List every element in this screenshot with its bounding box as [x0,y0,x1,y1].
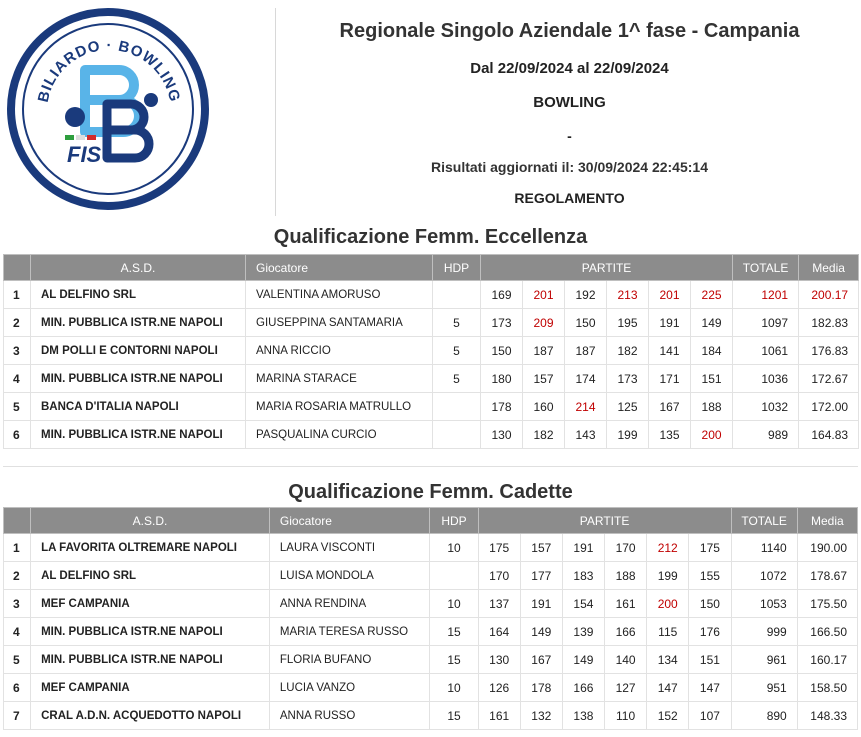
hdp-cell: 5 [433,365,481,393]
total-cell: 1036 [733,365,799,393]
total-cell: 999 [731,618,797,646]
game-score-cell: 191 [520,590,562,618]
table-row [4,562,858,590]
col-games: PARTITE [478,508,731,534]
player-cell: FLORIA BUFANO [269,646,430,674]
game-score-cell: 110 [605,702,647,730]
club-cell: MIN. PUBBLICA ISTR.NE NAPOLI [31,365,246,393]
total-cell: 1053 [731,590,797,618]
average-cell: 166.50 [797,618,857,646]
position-cell: 7 [4,702,31,730]
game-score-cell: 149 [520,618,562,646]
game-score-cell: 175 [478,534,520,562]
game-score-cell: 214 [565,393,607,421]
game-score-cell: 170 [478,562,520,590]
club-cell: DM POLLI E CONTORNI NAPOLI [31,337,246,365]
header-dash: - [567,128,572,144]
section-divider [3,466,858,467]
game-score-cell: 147 [689,674,731,702]
game-score-cell: 157 [520,534,562,562]
header-divider [275,8,276,216]
game-score-cell: 150 [689,590,731,618]
game-score-cell: 184 [691,337,733,365]
col-total: TOTALE [733,255,799,281]
col-total: TOTALE [731,508,797,534]
game-score-cell: 171 [649,365,691,393]
game-score-cell: 150 [481,337,523,365]
table-row [4,646,858,674]
average-cell: 148.33 [797,702,857,730]
game-score-cell: 166 [562,674,604,702]
position-cell: 3 [4,590,31,618]
table-row [4,309,859,337]
total-cell: 951 [731,674,797,702]
table-row [4,337,859,365]
game-score-cell: 125 [607,393,649,421]
col-player: Giocatore [269,508,430,534]
rules-link[interactable]: REGOLAMENTO [514,190,625,206]
col-player: Giocatore [246,255,433,281]
hdp-cell: 10 [430,534,478,562]
player-cell: ANNA RICCIO [246,337,433,365]
game-score-cell: 212 [647,534,689,562]
game-score-cell: 192 [565,281,607,309]
page-header [0,0,861,220]
total-cell: 989 [733,421,799,449]
game-score-cell: 173 [481,309,523,337]
average-cell: 200.17 [799,281,859,309]
position-cell: 2 [4,562,31,590]
position-cell: 1 [4,281,31,309]
game-score-cell: 225 [691,281,733,309]
club-cell: AL DELFINO SRL [31,281,246,309]
player-cell: MARIA TERESA RUSSO [269,618,430,646]
game-score-cell: 149 [562,646,604,674]
hdp-cell: 5 [433,337,481,365]
table-row [4,618,858,646]
game-score-cell: 187 [523,337,565,365]
game-score-cell: 201 [649,281,691,309]
game-score-cell: 200 [691,421,733,449]
game-score-cell: 176 [689,618,731,646]
game-score-cell: 147 [647,674,689,702]
game-score-cell: 188 [691,393,733,421]
total-cell: 1072 [731,562,797,590]
col-pos [4,508,31,534]
total-cell: 1140 [731,534,797,562]
total-cell: 961 [731,646,797,674]
game-score-cell: 188 [605,562,647,590]
game-score-cell: 160 [523,393,565,421]
hdp-cell: 10 [430,590,478,618]
game-score-cell: 175 [689,534,731,562]
position-cell: 2 [4,309,31,337]
col-avg: Media [799,255,859,281]
player-cell: GIUSEPPINA SANTAMARIA [246,309,433,337]
total-cell: 1032 [733,393,799,421]
hdp-cell [430,562,478,590]
results-table-cadette [3,507,858,730]
position-cell: 6 [4,421,31,449]
table-row [4,702,858,730]
game-score-cell: 164 [478,618,520,646]
game-score-cell: 152 [647,702,689,730]
game-score-cell: 191 [649,309,691,337]
col-games: PARTITE [481,255,733,281]
date-range: Dal 22/09/2024 al 22/09/2024 [470,60,669,77]
col-hdp: HDP [433,255,481,281]
average-cell: 182.83 [799,309,859,337]
logo-fis-text: FIS [67,142,102,167]
average-cell: 190.00 [797,534,857,562]
game-score-cell: 149 [691,309,733,337]
club-cell: MIN. PUBBLICA ISTR.NE NAPOLI [31,421,246,449]
game-score-cell: 157 [523,365,565,393]
table-header-row [4,255,859,281]
game-score-cell: 199 [647,562,689,590]
game-score-cell: 115 [647,618,689,646]
fis-logo [7,8,209,210]
average-cell: 178.67 [797,562,857,590]
game-score-cell: 141 [649,337,691,365]
club-cell: BANCA D'ITALIA NAPOLI [31,393,246,421]
position-cell: 6 [4,674,31,702]
position-cell: 5 [4,393,31,421]
logo-arc-text: BILIARDO · BOWLING [34,36,184,105]
table-row [4,281,859,309]
discipline-label: BOWLING [533,94,606,111]
game-score-cell: 137 [478,590,520,618]
game-score-cell: 138 [562,702,604,730]
player-cell: LAURA VISCONTI [269,534,430,562]
hdp-cell: 15 [430,618,478,646]
game-score-cell: 213 [607,281,649,309]
game-score-cell: 170 [605,534,647,562]
game-score-cell: 182 [523,421,565,449]
game-score-cell: 140 [605,646,647,674]
game-score-cell: 154 [562,590,604,618]
average-cell: 176.83 [799,337,859,365]
club-cell: MIN. PUBBLICA ISTR.NE NAPOLI [31,618,270,646]
game-score-cell: 151 [689,646,731,674]
game-score-cell: 134 [647,646,689,674]
section-title-eccellenza: Qualificazione Femm. Eccellenza [273,226,588,248]
club-cell: CRAL A.D.N. ACQUEDOTTO NAPOLI [31,702,270,730]
player-cell: PASQUALINA CURCIO [246,421,433,449]
col-pos [4,255,31,281]
game-score-cell: 132 [520,702,562,730]
player-cell: ANNA RUSSO [269,702,430,730]
total-cell: 1201 [733,281,799,309]
hdp-cell [433,393,481,421]
results-table-eccellenza [3,254,859,449]
game-score-cell: 126 [478,674,520,702]
table-row [4,365,859,393]
hdp-cell: 15 [430,702,478,730]
col-hdp: HDP [430,508,478,534]
game-score-cell: 177 [520,562,562,590]
game-score-cell: 183 [562,562,604,590]
game-score-cell: 178 [520,674,562,702]
average-cell: 164.83 [799,421,859,449]
average-cell: 175.50 [797,590,857,618]
table-row [4,421,859,449]
club-cell: AL DELFINO SRL [31,562,270,590]
hdp-cell [433,281,481,309]
game-score-cell: 150 [565,309,607,337]
game-score-cell: 161 [605,590,647,618]
game-score-cell: 209 [523,309,565,337]
average-cell: 158.50 [797,674,857,702]
game-score-cell: 166 [605,618,647,646]
game-score-cell: 195 [607,309,649,337]
hdp-cell [433,421,481,449]
game-score-cell: 174 [565,365,607,393]
total-cell: 890 [731,702,797,730]
game-score-cell: 200 [647,590,689,618]
page-title: Regionale Singolo Aziendale 1^ fase - Campania [339,20,800,42]
updated-timestamp: Risultati aggiornati il: 30/09/2024 22:45:14 [430,159,708,175]
club-cell: MIN. PUBBLICA ISTR.NE NAPOLI [31,309,246,337]
game-score-cell: 135 [649,421,691,449]
table-row [4,534,858,562]
game-score-cell: 130 [481,421,523,449]
game-score-cell: 201 [523,281,565,309]
average-cell: 172.00 [799,393,859,421]
game-score-cell: 199 [607,421,649,449]
section-title-cadette: Qualificazione Femm. Cadette [288,481,573,503]
position-cell: 4 [4,618,31,646]
player-cell: ANNA RENDINA [269,590,430,618]
table-header-row [4,508,858,534]
game-score-cell: 143 [565,421,607,449]
position-cell: 3 [4,337,31,365]
total-cell: 1097 [733,309,799,337]
table-row [4,393,859,421]
game-score-cell: 161 [478,702,520,730]
position-cell: 5 [4,646,31,674]
average-cell: 160.17 [797,646,857,674]
player-cell: LUCIA VANZO [269,674,430,702]
game-score-cell: 191 [562,534,604,562]
game-score-cell: 151 [691,365,733,393]
club-cell: LA FAVORITA OLTREMARE NAPOLI [31,534,270,562]
game-score-cell: 169 [481,281,523,309]
position-cell: 4 [4,365,31,393]
player-cell: MARIA ROSARIA MATRULLO [246,393,433,421]
game-score-cell: 107 [689,702,731,730]
club-cell: MEF CAMPANIA [31,674,270,702]
total-cell: 1061 [733,337,799,365]
average-cell: 172.67 [799,365,859,393]
col-asd: A.S.D. [31,508,270,534]
game-score-cell: 155 [689,562,731,590]
table-row [4,590,858,618]
game-score-cell: 180 [481,365,523,393]
col-asd: A.S.D. [31,255,246,281]
player-cell: MARINA STARACE [246,365,433,393]
game-score-cell: 167 [520,646,562,674]
player-cell: LUISA MONDOLA [269,562,430,590]
hdp-cell: 5 [433,309,481,337]
game-score-cell: 178 [481,393,523,421]
game-score-cell: 167 [649,393,691,421]
table-row [4,674,858,702]
hdp-cell: 15 [430,646,478,674]
game-score-cell: 130 [478,646,520,674]
game-score-cell: 127 [605,674,647,702]
player-cell: VALENTINA AMORUSO [246,281,433,309]
game-score-cell: 187 [565,337,607,365]
position-cell: 1 [4,534,31,562]
game-score-cell: 139 [562,618,604,646]
club-cell: MIN. PUBBLICA ISTR.NE NAPOLI [31,646,270,674]
club-cell: MEF CAMPANIA [31,590,270,618]
col-avg: Media [797,508,857,534]
hdp-cell: 10 [430,674,478,702]
game-score-cell: 182 [607,337,649,365]
game-score-cell: 173 [607,365,649,393]
